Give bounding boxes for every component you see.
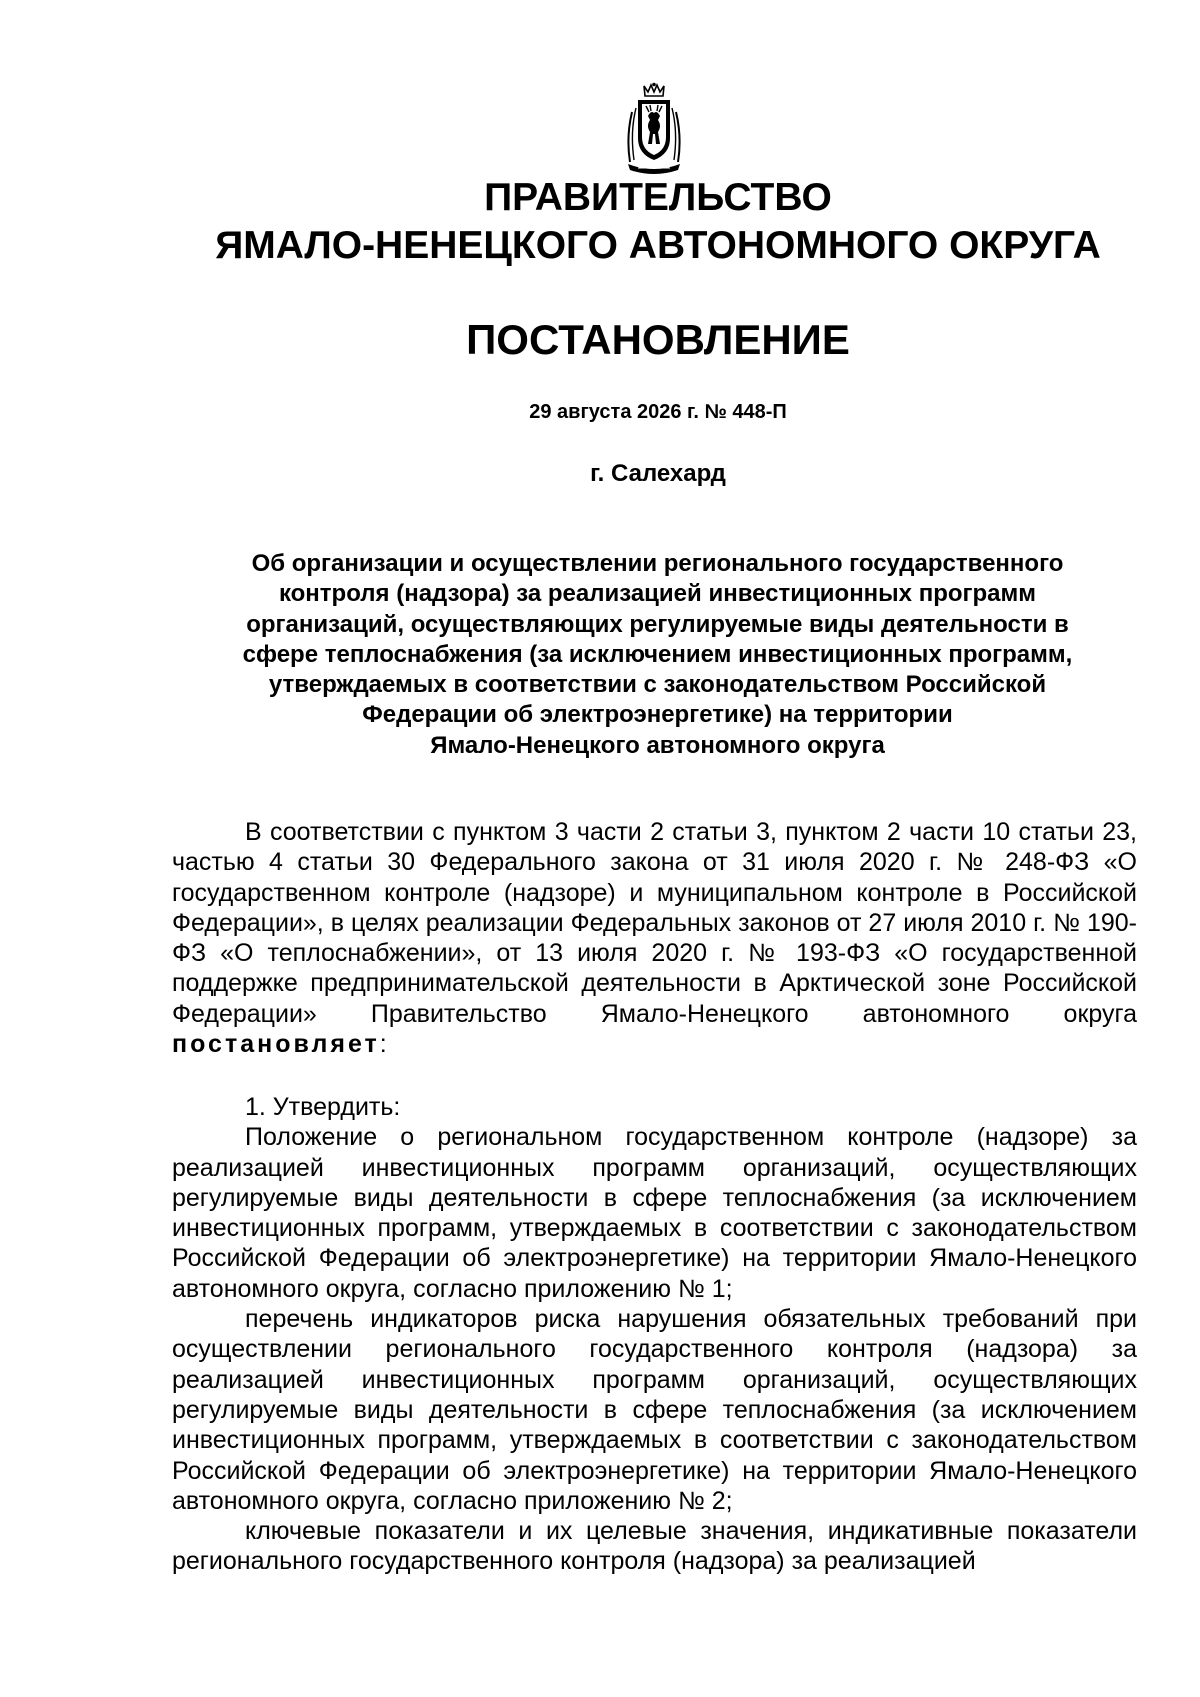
preamble-paragraph (172, 817, 1137, 1059)
document-type: ПОСТАНОВЛЕНИЕ (466, 316, 850, 363)
preamble-end: : (379, 1030, 387, 1059)
title-line: контроля (надзора) за реализацией инвестиционных программ (278, 580, 1037, 608)
title-line: Федерации об электроэнергетике) на территории (362, 701, 953, 729)
item-1-heading: 1. Утвердить: (245, 1093, 401, 1121)
document-title (175, 549, 1140, 761)
decree-word: постановляет (172, 1030, 380, 1059)
preamble-text: В соответствии с пунктом 3 части 2 статьи 3, пунктом 2 части 10 статьи 23, частью 4 статьи 30 Федерального закона от 31 июля 2020 г. № 248-ФЗ «О государственном контроле (надзоре) и муниципальном контроле в Российской Федерации», в целях реализации Федеральных законов от 27 июля 2010 г. № 190-ФЗ «О теплоснабжении», от 13 июля 2020 г. № 193-ФЗ «О государственной поддержке предпринимательской деятельности в Арктической зоне Российской Федерации» Правительство Ямало-Ненецкого автономного округа (172, 818, 1137, 1028)
item-1-key-indicators: ключевые показатели и их целевые значения, индикативные показатели регионального государственного контроля (надзора) за реализацией (172, 1517, 1137, 1576)
document-city: г. Салехард (590, 460, 726, 487)
title-line: утверждаемых в соответствии с законодательством Российской (268, 671, 1047, 699)
document-date-number: 29 августа 2026 г. № 448-П (529, 401, 787, 423)
preamble-section (172, 817, 1137, 1059)
government-name-line-1: ПРАВИТЕЛЬСТВО (484, 176, 832, 219)
title-line: сфере теплоснабжения (за исключением инвестиционных программ, (242, 640, 1073, 668)
title-line: организаций, осуществляющих регулируемые виды деятельности в (246, 610, 1069, 638)
government-name-line-2: ЯМАЛО-НЕНЕЦКОГО АВТОНОМНОГО ОКРУГА (215, 224, 1101, 267)
item-1-risk-indicators: перечень индикаторов риска нарушения обязательных требований при осуществлении регионального государственного контроля (надзора) за реализацией инвестиционных программ организаций, осуществляющих регулируемые виды деятельности в сфере теплоснабжения (за исключением инвестиционных программ, утверждаемых в соответствии с законодательством Российской Федерации об электроэнергетике) на территории Ямало-Ненецкого автономного округа, согласно приложению № 2; (172, 1305, 1137, 1515)
coat-of-arms-icon (618, 82, 690, 178)
resolution-items (172, 1092, 1137, 1577)
title-line: Об организации и осуществлении регионального государственного (251, 550, 1064, 577)
item-1-provision: Положение о региональном государственном контроле (надзоре) за реализацией инвестиционных программ организаций, осуществляющих регулируемые виды деятельности в сфере теплоснабжения (за исключением инвестиционных программ, утверждаемых в соответствии с законодательством Российской Федерации об электроэнергетике) на территории Ямало-Ненецкого автономного округа, согласно приложению № 1; (172, 1123, 1137, 1303)
title-line: Ямало-Ненецкого автономного округа (430, 731, 885, 759)
